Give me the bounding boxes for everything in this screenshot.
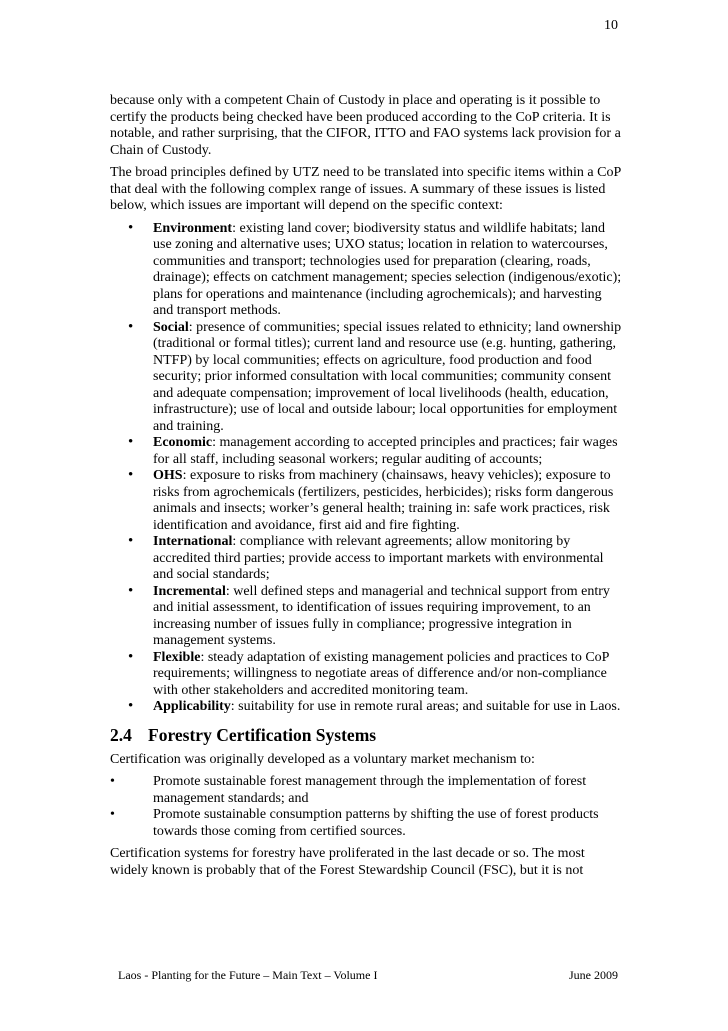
issue-text: : existing land cover; biodiversity status and wildlife habitats; land use zoning and alternative uses; UXO status; location in relation to watercourses, communities and transport; technologies used for preparation (clearing, roads, drainage); effects on catchment management; species selection (indigenous/exotic); plans for operations and maintenance (including agrochemicals); and harvesting and transport methods. bbox=[153, 220, 622, 318]
bullet-icon: • bbox=[128, 648, 134, 665]
issue-term: Flexible bbox=[153, 649, 201, 665]
issue-text: : compliance with relevant agreements; allow monitoring by accredited third parties; provide access to important markets with environmental and social standards; bbox=[153, 534, 604, 582]
list-item bbox=[110, 807, 625, 840]
cert-list bbox=[110, 774, 625, 840]
closing-paragraph: Certification systems for forestry have proliferated in the last decade or so. The most widely known is probably that of the Forest Stewardship Council (FSC), but it is not bbox=[110, 846, 585, 878]
issue-text: : management according to accepted principles and practices; fair wages for all staff, including seasonal workers; regular auditing of accounts; bbox=[153, 435, 618, 467]
list-item bbox=[128, 533, 625, 584]
issue-term: OHS bbox=[153, 468, 183, 483]
list-item bbox=[128, 219, 625, 320]
intro-paragraph: because only with a competent Chain of Custody in place and operating is it possible to certify the products being checked have been produced according to the CoP criteria. It is notable, and rather surprising, that the CIFOR, ITTO and FAO systems lack provision for a Chain of Custody. bbox=[110, 93, 621, 158]
list-item bbox=[128, 582, 625, 650]
bullet-icon: • bbox=[128, 219, 134, 236]
issues-list bbox=[110, 221, 625, 716]
issue-term: International bbox=[153, 534, 233, 549]
list-item bbox=[128, 648, 625, 700]
bullet-icon: • bbox=[128, 582, 134, 599]
issue-term: Social bbox=[153, 319, 189, 335]
footer-date: June 2009 bbox=[569, 968, 618, 982]
bullet-icon: • bbox=[128, 318, 134, 335]
section-title: Forestry Certification Systems bbox=[148, 724, 377, 745]
cert-intro: Certification was originally developed as a voluntary market mechanism to: bbox=[110, 751, 535, 767]
issue-text: : well defined steps and managerial and technical support from entry and initial assessment, to identification of issues requiring improvement, to an increasing number of issues fully in compliance; progressive integration in management systems. bbox=[153, 583, 610, 648]
cert-item-text: Promote sustainable forest management through the implementation of forest management standards; and bbox=[153, 774, 587, 806]
issue-text: : presence of communities; special issues related to ethnicity; land ownership (traditional or formal titles); current land and resource use (e.g. hunting, gathering, NTFP) by local communities; effects on agriculture, food production and food security; prior informed consultation with local communities; community consent and adequate compensation; improvement of local livelihoods (health, education, infrastructure); use of local and outside labour; local opportunities for employment and training. bbox=[153, 319, 622, 434]
list-item bbox=[128, 467, 625, 534]
issue-text: : steady adaptation of existing management policies and practices to CoP requirements; willingness to negotiate areas of difference and/or non-compliance with other stakeholders and accredited monitoring team. bbox=[153, 649, 609, 698]
list-item bbox=[128, 434, 625, 468]
section-heading bbox=[110, 725, 625, 745]
principles-paragraph: The broad principles defined by UTZ need to be translated into specific items within a CoP that deal with the following complex range of issues. A summary of these issues is listed below, which issues are important will depend on the specific context: bbox=[110, 165, 621, 213]
list-item bbox=[128, 318, 625, 436]
bullet-icon: • bbox=[110, 807, 115, 822]
main-text bbox=[110, 93, 625, 885]
issue-text: : suitability for use in remote rural areas; and suitable for use in Laos. bbox=[230, 699, 621, 714]
bullet-icon: • bbox=[128, 467, 134, 483]
bullet-icon: • bbox=[128, 533, 134, 549]
bullet-icon: • bbox=[110, 774, 115, 789]
bullet-icon: • bbox=[128, 698, 134, 714]
list-item bbox=[128, 698, 625, 716]
footer-title: Laos - Planting for the Future – Main Text – Volume I bbox=[118, 968, 378, 982]
bullet-icon: • bbox=[128, 434, 134, 450]
section-number: 2.4 bbox=[110, 724, 132, 745]
issue-term: Applicability bbox=[153, 699, 231, 714]
list-item bbox=[110, 774, 625, 807]
page-footer bbox=[118, 968, 618, 983]
cert-item-text: Promote sustainable consumption patterns by shifting the use of forest products towards those coming from certified sources. bbox=[153, 807, 599, 839]
issue-term: Environment bbox=[153, 220, 233, 236]
issue-term: Incremental bbox=[153, 583, 226, 599]
page-number: 10 bbox=[604, 18, 618, 33]
issue-text: : exposure to risks from machinery (chainsaws, heavy vehicles); exposure to risks from agrochemicals (fertilizers, pesticides, herbicides); risks form dangerous animals and insects; worker’s general health; training in: safe work practices, risk identification and avoidance, first aid and fire fighting. bbox=[153, 468, 614, 533]
issue-term: Economic bbox=[153, 435, 213, 450]
